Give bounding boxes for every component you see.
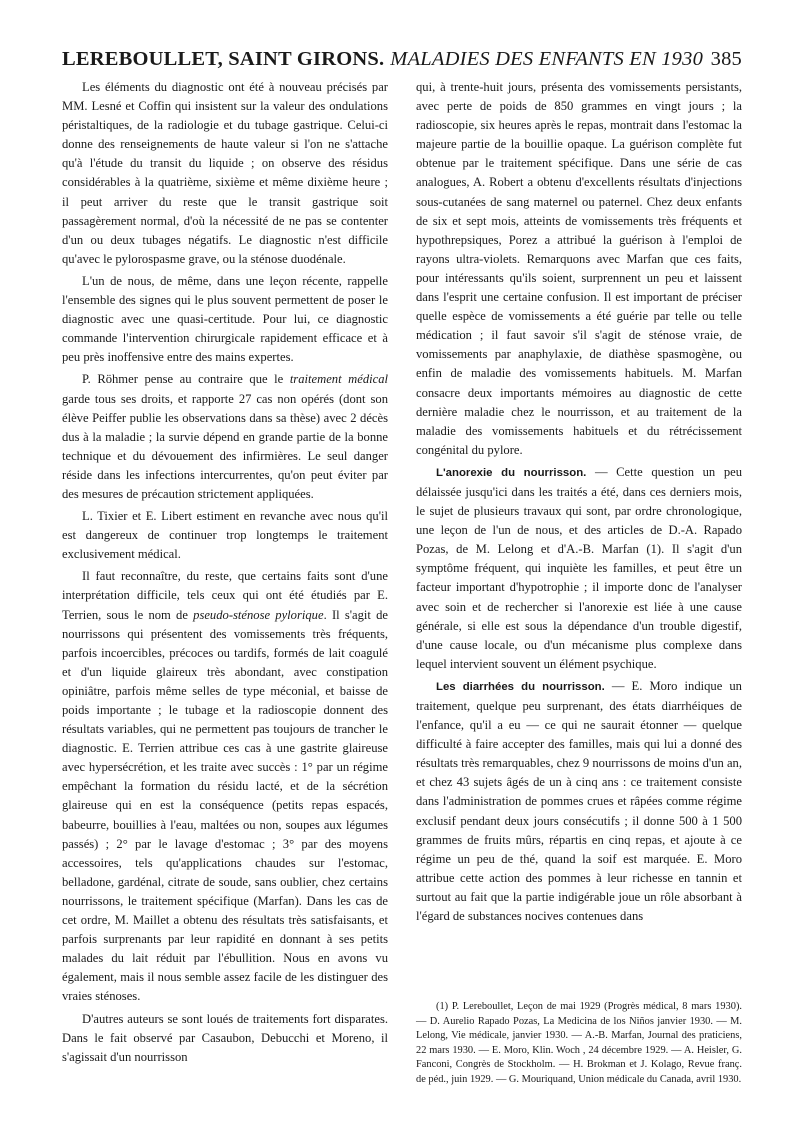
italic-term: traitement médical — [289, 372, 388, 387]
header-title: MALADIES DES ENFANTS EN 1930 — [390, 48, 704, 70]
text-run: — Cette question un peu délaissée jusqu'ici dans les traités a été, dans ces derniers mois, le sujet de plusieurs travaux qui sont, par ordre chronologique, une leçon de l'un de nous, et des articles de D.-A. Rapado Pozas, de M. Lelong et d'A.-B. Marfan (1). Il s'agit d'un symptôme fréquent, qui inquiète les familles, et peut être un facteur important d'hypotrophie ; il importe donc de l'analyser avec soin et de rechercher si l'anorexie est liée à une cause générale, si elle est sous la dépendance d'un trouble digestif, d'une cause locale, ou d'un mécanisme plus complexe dans lequel intervient souvent un élément psychique. — [416, 464, 742, 671]
section-heading: Les diarrhées du nourrisson. — [436, 680, 605, 693]
paragraph: L. Tixier et E. Libert estiment en revanche avec nous qu'il est dangereux de continuer trop longtemps le traitement exclusivement médical. — [62, 509, 388, 562]
text-run: — E. Moro indique un traitement, quelque peu surprenant, des états diarrhéiques de l'enfance, qu'il a eu — ce qui ne saurait étonner — quelque difficulté à faire accepter des familles, mais qui lui a donné des résultats très remarquables, chez 9 nourrissons de moins d'un an, et chez 43 sujets âgés de un à cinq ans : ce traitement consiste dans l'administration de pommes crues et râpées comme régime exclusif pendant deux jours consécutifs ; il donne 500 à 1 500 grammes de fruits mûrs, répartis en cinq repas, et ajoute à ce régime un peu de thé, quand la soif est marquée. E. Moro attribue cette action des pommes à leur richesse en tannin et surtout au fait que la partie indigérable joue un rôle absorbant à l'égard de substances nocives contenues dans — [416, 678, 742, 924]
section-diarrhees — [416, 677, 742, 926]
left-column — [62, 78, 388, 1067]
paragraph: L'un de nous, de même, dans une leçon récente, rappelle l'ensemble des signes qui le plus souvent permettent de poser le diagnostic avec une quasi-certitude. Pour lui, ce diagnostic commande l'intervention chirurgicale rapidement efficace et à peu près inoffensive entre des mains expertes. — [62, 273, 388, 365]
right-column — [416, 78, 742, 926]
page-number: 385 — [710, 48, 742, 70]
paragraph — [62, 567, 388, 1006]
text-run: garde tous ses droits, et rapporte 27 cas non opérés (dont son élève Peiffer publie les observations dans sa thèse) avec 2 décès dus à la maladie ; la survie dépend en grande partie de la bonne technique et du dévouement des infirmières. Le seul danger réside dans les infections intercurrentes, qu'on peut éviter par des mesures de précaution strictement appliquées. — [62, 391, 388, 501]
paragraph: D'autres auteurs se sont loués de traitements fort disparates. Dans le fait observé par Casaubon, Debucchi et Moreno, il s'agissait d'un nourrisson — [62, 1011, 388, 1064]
text-run: Il faut reconnaître, du reste, que certains faits sont d'une interprétation difficile, tels ceux qui ont été étudiés par E. Terrien, sous le nom de — [62, 569, 388, 622]
running-header — [62, 44, 742, 74]
header-authors: LEREBOULLET, SAINT GIRONS. — [62, 48, 385, 70]
footnote-text: (1) P. Lereboullet, Leçon de mai 1929 (Progrès médical, 8 mars 1930). — D. Aurelio Rapado Pozas, La Medicina de los Niños janvier 1930. — M. Lelong, Vie médicale, janvier 1930. — A.-B. Marfan, Journal des praticiens, 22 mars 1930. — E. Moro, Klin. Woch , 24 décembre 1929. — A. Heisler, G. Fanconi, Congrès de Stockholm. — H. Brokman et J. Kolago, Revue franç. de péd., juin 1929. — G. Mouriquand, Union médicale du Canada, avril 1930. — [416, 1001, 742, 1085]
footnote — [416, 1000, 742, 1088]
paragraph — [62, 370, 388, 504]
paragraph: qui, à trente-huit jours, présenta des vomissements persistants, avec perte de poids de 850 grammes en vingt jours ; la radioscopie, six heures après le repas, montrait dans l'estomac la majeure partie de la bouillie opaque. La guérison complète fut obtenue par le traitement spécifique. Dans une série de cas analogues, A. Robert a obtenu d'excellents résultats d'injections sous-cutanées de sang maternel ou paternel. Chez deux enfants de six et sept mois, atteints de vomissements très fréquents et hypothrepsiques, Porez a attribué la guérison à l'emploi de rayons ultra-violets. Remarquons avec Marfan que ces faits, pour intéressants qu'ils soient, surprennent un peu et laissent dans l'esprit une certaine confusion. Il est important de préciser quelle espèce de vomissements a été guérie par telle ou telle médication ; il faut savoir s'il s'agit de sténose vraie, de vomissements par anaphylaxie, de diathèse spasmogène, ou enfin de maladie des vomissements habituels. M. Marfan consacre deux importants mémoires au diagnostic de cette dernière maladie chez le nourrisson, et au traitement de la maladie des vomissements habituels et du rétrécissement congénital du pylore. — [416, 80, 742, 457]
section-anorexie — [416, 463, 742, 674]
italic-term: pseudo-sténose pylorique — [193, 607, 324, 622]
text-run: P. Röhmer pense au contraire que le — [82, 372, 290, 387]
text-run: . Il s'agit de nourrissons qui présentent des vomissements très fréquents, parfois incoercibles, précoces ou tardifs, formés de lait coagulé et d'un liquide glaireux très abondant, avec constipation opiniâtre, parfois même selles de type méconial, et baisse de poids importante ; le tubage et la radioscopie donnent des résultats variables, qui ne permettent pas toujours de trancher le diagnostic. E. Terrien attribue ces cas à une gastrite glaireuse avec hypersécrétion, et les traite avec succès : 1° par un régime empêchant la formation du résidu lacté, et de la sécrétion glaireuse qui en est la conséquence (petits repas espacés, babeurre, bouillies à l'eau, maltées ou non, soupes aux légumes passés) ; 2° par le lavage d'estomac ; 3° par des moyens accessoires, tels qu'applications chaudes sur l'estomac, belladone, gardénal, citrate de soude, sans oublier, chez certains nourrissons, le traitement spécifique (Marfan). Dans les cas de cet ordre, M. Maillet a obtenu des résultats très satisfaisants, et parfois surprenants par leur rapidité en donnant à ses petits malades du lait réduit par l'ébullition. Nous en avons vu également, mais il nous semble assez facile de les distinguer des vraies sténoses. — [62, 607, 388, 1004]
paragraph: Les éléments du diagnostic ont été à nouveau précisés par MM. Lesné et Coffin qui insistent sur la valeur des ondulations péristaltiques, de la radiologie et du tubage gastrique. Celui-ci donne des renseignements de haute valeur si l'on ne s'attache qu'à l'étude du transit du liquide ; on observe des résidus considérables à la quatrième, sixième et même dixième heure ; il peut arriver du reste que le transit gastrique soit passagèrement normal, d'où la nécessité de ne pas se contenter d'un ou deux tubages négatifs. Le diagnostic n'est difficile qu'avec le pylorospasme grave, ou la sténose duodénale. — [62, 80, 388, 266]
section-heading: L'anorexie du nourrisson. — [436, 466, 587, 479]
